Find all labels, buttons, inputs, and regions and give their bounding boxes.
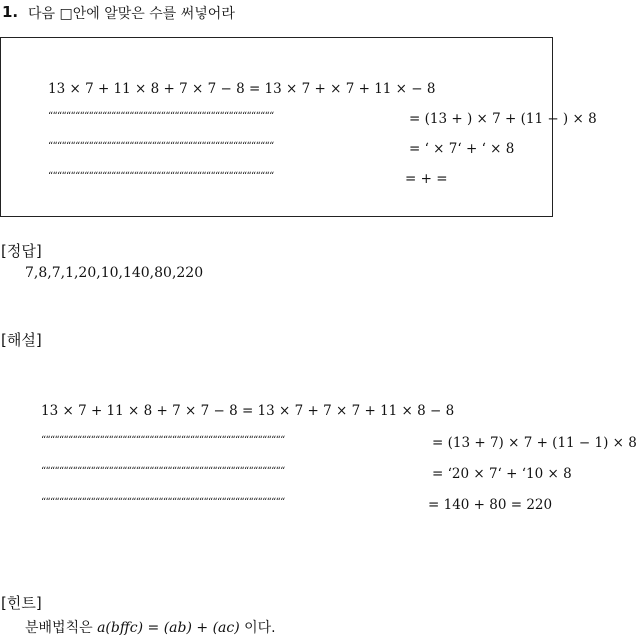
solution-line-4: = 140 + 80 = 220 [428,497,553,513]
answer-label: [정답] [1,242,42,260]
question-number: 1. [2,3,19,21]
solution-line-4-filler: ““““““““““““““““““““““““““““““““““““““““““““““““““““““ [41,497,285,508]
solution-line-1: 13 × 7 + 11 × 8 + 7 × 7 − 8 = 13 × 7 + 7 × 7 + 11 × 8 − 8 [41,403,455,419]
hint-suffix: 이다. [239,620,276,636]
solution-line-3: = ‘20 × 7‘ + ‘10 × 8 [432,466,572,482]
problem-line-2-filler: ““““““““““““““““““““““““““““““““““““““““““““““““““ [48,111,274,122]
problem-line-1: 13 × 7 + 11 × 8 + 7 × 7 − 8 = 13 × 7 + × 7 + 11 × − 8 [48,81,436,97]
question-text: 다음 □안에 알맞은 수를 써넣어라 [28,6,235,22]
hint-label: [힌트] [1,594,42,612]
solution-line-2: = (13 + 7) × 7 + (11 − 1) × 8 [432,435,637,451]
answer-text: 7,8,7,1,20,10,140,80,220 [25,265,204,281]
problem-line-2: = (13 + ) × 7 + (11 − ) × 8 [409,111,597,127]
hint-formula: a(bffc) = (ab) + (ac) [97,620,240,636]
problem-line-3: = ‘ × 7‘ + ‘ × 8 [409,141,515,157]
solution-line-3-filler: ““““““““““““““““““““““““““““““““““““““““““““““““““““““ [41,466,285,477]
problem-box [0,37,597,217]
solution-label: [해설] [1,331,42,349]
hint-prefix: 분배법칙은 [25,620,98,636]
problem-line-4-filler: ““““““““““““““““““““““““““““““““““““““““““““““““““ [48,171,274,182]
hint-text [25,617,276,637]
solution-line-2-filler: ““““““““““““““““““““““““““““““““““““““““““““““““““““““ [41,435,285,446]
problem-line-4: = + = [405,171,448,187]
problem-line-3-filler: ““““““““““““““““““““““““““““““““““““““““““““““““““ [48,141,274,152]
